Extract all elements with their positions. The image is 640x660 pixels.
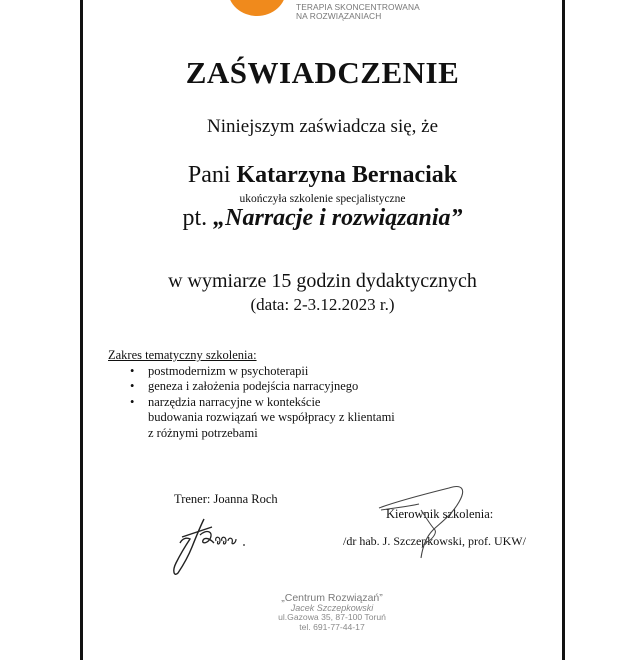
scope-title: Zakres tematyczny szkolenia: <box>108 348 257 362</box>
logo-icon <box>228 0 286 16</box>
completed-text: ukończyła szkolenie specjalistyczne <box>239 193 406 205</box>
organization-stamp <box>262 594 402 632</box>
scope-item-text: postmodernizm w psychoterapii <box>148 363 309 378</box>
course-prefix: pt. <box>182 205 208 231</box>
manager-signature-icon <box>375 480 485 562</box>
logo-tagline <box>296 3 420 21</box>
logo-tagline-line2: NA ROZWIĄZANIACH <box>296 11 382 21</box>
logo-tagline-line1: TERAPIA SKONCENTROWANA <box>296 2 420 12</box>
recipient-line <box>83 162 562 189</box>
intro-text: Niniejszym zaświadcza się, że <box>206 116 439 137</box>
bullet-icon: • <box>130 379 135 393</box>
trainer-signature-icon <box>160 515 270 577</box>
scope-item <box>108 364 395 380</box>
manager-name: /dr hab. J. Szczepkowski, prof. UKW/ <box>343 534 526 548</box>
stamp-line-phone: tel. 691-77-44-17 <box>299 621 365 632</box>
trainer-label: Trener: Joanna Roch <box>174 492 278 506</box>
stamp-line-person: Jacek Szczepkowski <box>290 602 374 613</box>
recipient-name: Katarzyna Bernaciak <box>236 162 458 188</box>
scope-item-text: geneza i założenia podejścia narracyjnego <box>148 379 359 393</box>
manager-label: Kierownik szkolenia: <box>386 507 494 521</box>
course-line <box>83 205 562 232</box>
salutation: Pani <box>187 162 231 188</box>
scope-item <box>108 395 395 442</box>
scope-list <box>108 364 395 442</box>
scope-item-text: narzędzia narracyjne w kontekście <box>148 394 321 409</box>
bullet-icon: • <box>130 394 135 409</box>
bullet-icon: • <box>130 363 135 378</box>
course-title: „Narracje i rozwiązania” <box>213 205 463 231</box>
certificate-title: ZAŚWIADCZENIE <box>185 55 460 90</box>
date-text: (data: 2-3.12.2023 r.) <box>250 295 395 314</box>
hours-text: w wymiarze 15 godzin dydaktycznych <box>168 270 477 292</box>
scope-item-continuation: z różnymi potrzebami <box>148 425 258 440</box>
certificate-border <box>80 0 565 660</box>
stamp-line-address: ul.Gazowa 35, 87-100 Toruń <box>278 612 386 622</box>
scope-item <box>108 379 395 395</box>
scope-section <box>108 348 395 441</box>
stamp-line-org: „Centrum Rozwiązań” <box>281 592 383 604</box>
scope-item-continuation: budowania rozwiązań we współpracy z klientami <box>148 410 395 424</box>
